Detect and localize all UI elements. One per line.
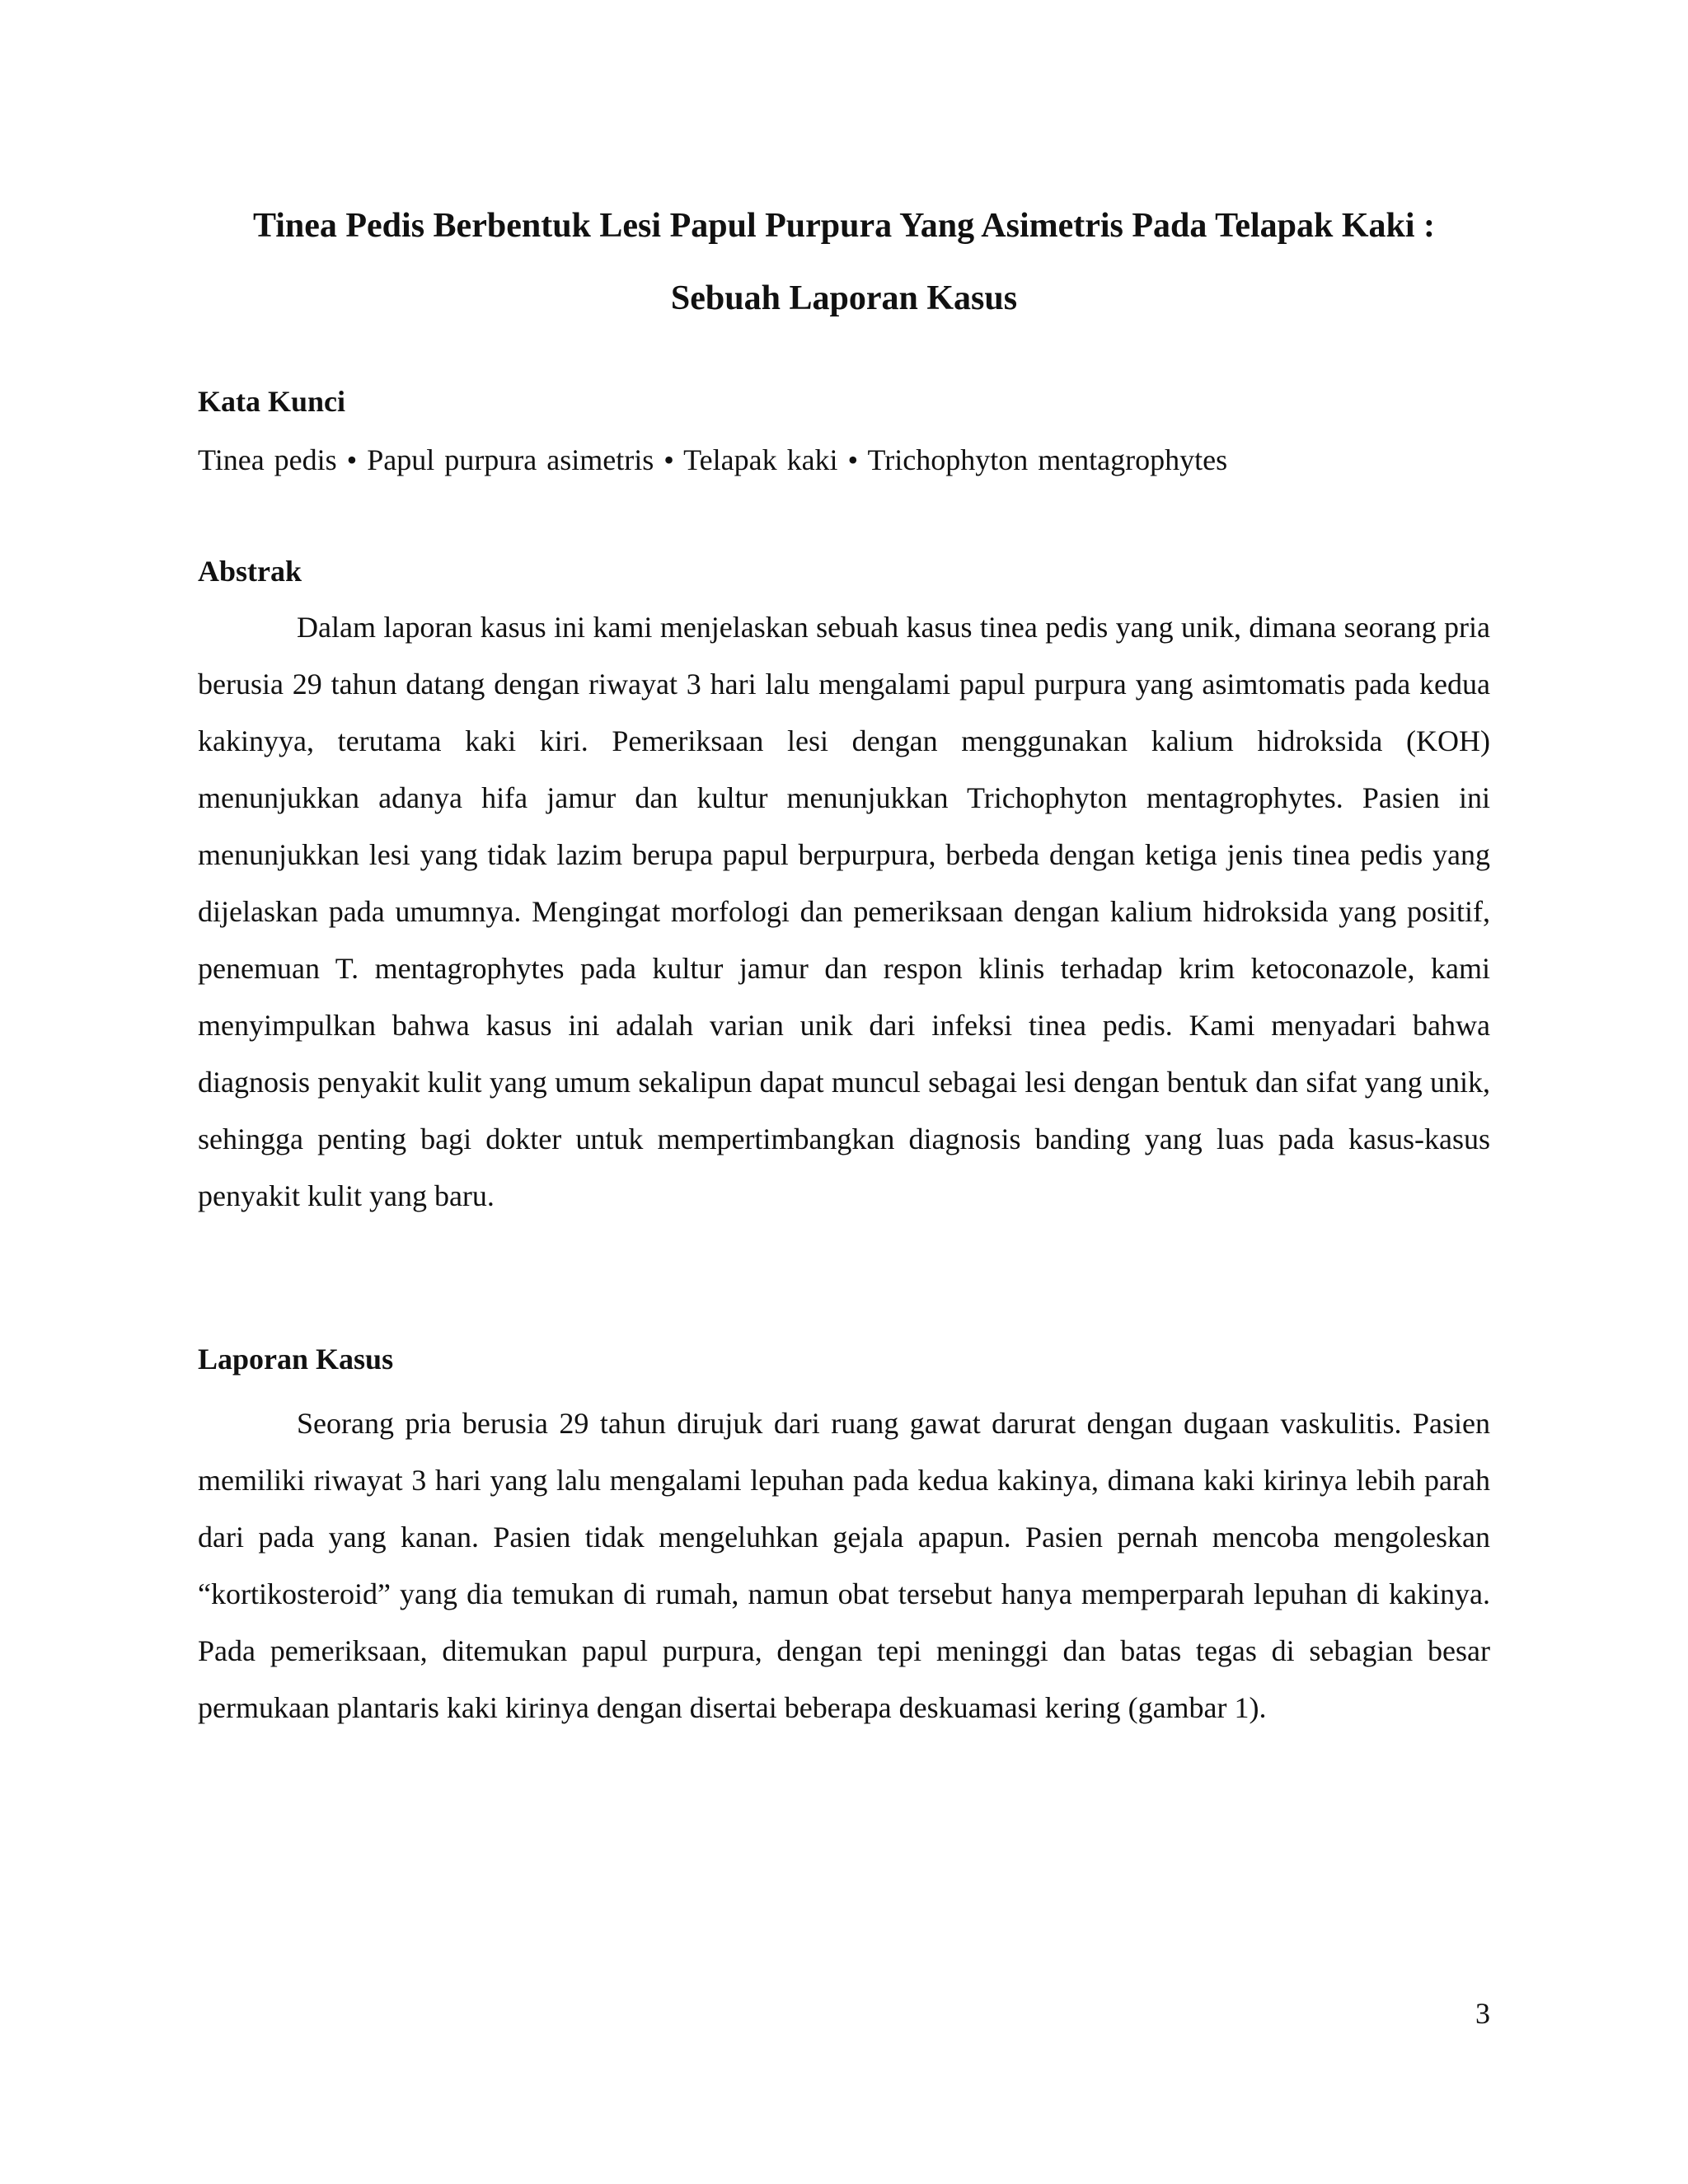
- abstract-heading: Abstrak: [198, 555, 302, 588]
- keywords-list: Tinea pedis • Papul purpura asimetris • Telapak kaki • Trichophyton mentagrophytes: [198, 443, 1228, 476]
- abstract-paragraph: Dalam laporan kasus ini kami menjelaskan sebuah kasus tinea pedis yang unik, dimana seorang pria berusia 29 tahun datang dengan riwayat 3 hari lalu mengalami papul purpura yang asimtomatis pada kedua kakinyya, terutama kaki kiri. Pemeriksaan lesi dengan menggunakan kalium hidroksida (KOH) menunjukkan adanya hifa jamur dan kultur menunjukkan Trichophyton mentagrophytes. Pasien ini menunjukkan lesi yang tidak lazim berupa papul berpurpura, berbeda dengan ketiga jenis tinea pedis yang dijelaskan pada umumnya. Mengingat morfologi dan pemeriksaan dengan kalium hidroksida yang positif, penemuan T. mentagrophytes pada kultur jamur dan respon klinis terhadap krim ketoconazole, kami menyimpulkan bahwa kasus ini adalah varian unik dari infeksi tinea pedis. Kami menyadari bahwa diagnosis penyakit kulit yang umum sekalipun dapat muncul sebagai lesi dengan bentuk dan sifat yang unik, sehingga penting bagi dokter untuk mempertimbangkan diagnosis banding yang luas pada kasus-kasus penyakit kulit yang baru.: [198, 611, 1490, 1212]
- document-title: Tinea Pedis Berbentuk Lesi Papul Purpura Yang Asimetris Pada Telapak Kaki : Sebuah Laporan Kasus: [252, 207, 1436, 317]
- page-number: 3: [1475, 1997, 1490, 2030]
- keywords-heading: Kata Kunci: [198, 385, 346, 418]
- case-report-heading: Laporan Kasus: [198, 1343, 394, 1376]
- case-report-paragraph: Seorang pria berusia 29 tahun dirujuk dari ruang gawat darurat dengan dugaan vaskulitis. Pasien memiliki riwayat 3 hari yang lalu mengalami lepuhan pada kedua kakinya, dimana kaki kirinya lebih parah dari pada yang kanan. Pasien tidak mengeluhkan gejala apapun. Pasien pernah mencoba mengoleskan “kortikosteroid” yang dia temukan di rumah, namun obat tersebut hanya memperparah lepuhan di kakinya. Pada pemeriksaan, ditemukan papul purpura, dengan tepi meninggi dan batas tegas di sebagian besar permukaan plantaris kaki kirinya dengan disertai beberapa deskuamasi kering (gambar 1).: [198, 1407, 1490, 1724]
